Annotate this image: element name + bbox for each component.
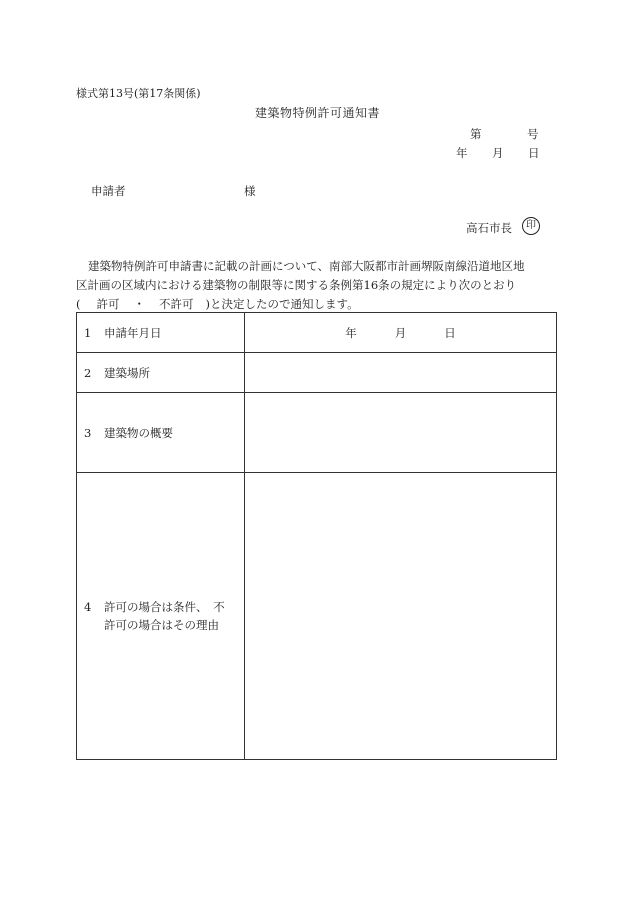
issuer-title: 高石市長 — [466, 221, 512, 235]
notice-body — [76, 257, 556, 314]
option-deny: 不許可 — [159, 297, 194, 311]
row-number: 3 — [84, 425, 92, 440]
row-label: 建築場所 — [104, 365, 150, 380]
application-date-month: 月 — [394, 325, 407, 340]
row-label: 申請年月日 — [104, 325, 162, 340]
application-date-day: 日 — [444, 325, 456, 340]
issue-date-year: 年 — [456, 146, 468, 160]
issue-date-day: 日 — [528, 146, 540, 160]
form-number: 様式第13号(第17条関係) — [76, 87, 201, 100]
document-number-suffix: 号 — [527, 127, 539, 141]
option-separator: ・ — [133, 297, 145, 311]
table-row-application-date — [77, 313, 557, 353]
row-label-building-location — [77, 353, 245, 393]
issue-date-month: 月 — [492, 146, 504, 160]
body-line-3-end: )と決定したので通知します。 — [205, 297, 359, 311]
row-label-building-overview — [77, 393, 245, 473]
table-row-conditions-reasons — [77, 473, 557, 760]
body-line-2: 区計画の区域内における建築物の制限等に関する条例第16条の規定により次のとおり — [76, 278, 517, 292]
row-label-line-2: 許可の場合はその理由 — [104, 618, 219, 632]
document-title: 建築物特例許可通知書 — [255, 106, 381, 120]
row-label: 建築物の概要 — [104, 425, 173, 440]
table-row-building-overview — [77, 393, 557, 473]
notice-details-table — [76, 312, 557, 760]
document-number-prefix: 第 — [470, 127, 482, 141]
row-number: 4 — [84, 600, 92, 614]
row-label-conditions-reasons — [77, 473, 245, 760]
applicant-honorific: 様 — [244, 184, 256, 198]
row-number: 1 — [84, 325, 92, 340]
application-date-year: 年 — [345, 325, 357, 340]
row-number: 2 — [84, 365, 92, 380]
conditions-reasons-cell — [245, 473, 557, 760]
table-row-building-location — [77, 353, 557, 393]
building-overview-cell — [245, 393, 557, 473]
building-location-cell — [245, 353, 557, 393]
applicant-label: 申請者 — [91, 184, 126, 198]
body-line-1: 建築物特例許可申請書に記載の計画について、南部大阪都市計画堺阪南線沿道地区地 — [88, 259, 525, 273]
row-label-line-1: 許可の場合は条件、 不 — [104, 600, 225, 614]
row-label-application-date — [77, 313, 245, 353]
seal-stamp: 印 — [522, 217, 540, 235]
option-permit: 許可 — [96, 297, 120, 311]
paren-open: ( — [76, 297, 81, 311]
application-date-cell — [245, 313, 557, 353]
